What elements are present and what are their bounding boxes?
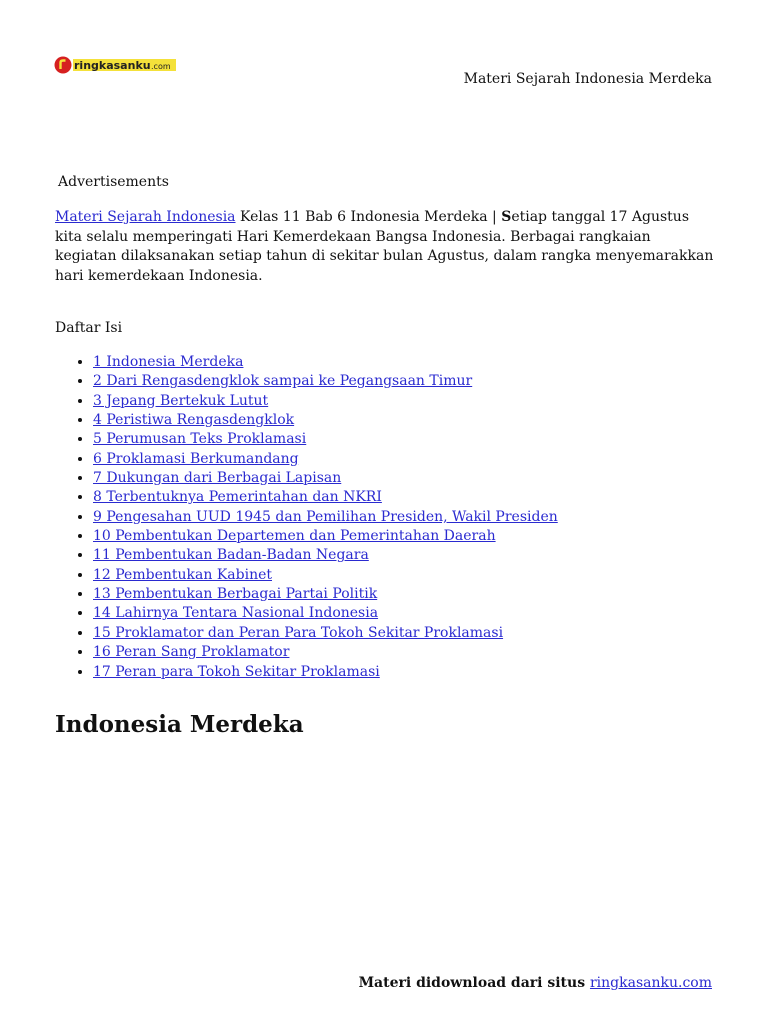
toc-item [93,488,558,507]
toc-title: Daftar Isi [55,320,123,336]
toc-item [93,643,558,662]
toc-item [93,430,558,449]
toc-link[interactable]: 5 Perumusan Teks Proklamasi [93,431,307,448]
toc-item [93,604,558,623]
toc-item [93,624,558,643]
toc-link[interactable]: 7 Dukungan dari Berbagai Lapisan [93,470,342,487]
toc-link[interactable]: 15 Proklamator dan Peran Para Tokoh Sekitar Proklamasi [93,624,504,641]
toc-link[interactable]: 13 Pembentukan Berbagai Partai Politik [93,586,378,603]
ringkasanku-logo-icon [54,55,178,75]
toc-item [93,372,558,391]
advertisements-label: Advertisements [58,174,169,190]
toc-item [93,353,558,372]
footer-link[interactable]: ringkasanku.com [589,975,712,991]
toc-link[interactable]: 10 Pembentukan Departemen dan Pemerintahan Daerah [93,528,496,545]
svg-text:.com: .com [151,62,171,71]
toc-item [93,450,558,469]
toc-link[interactable]: 2 Dari Rengasdengklok sampai ke Pegangsaan Timur [93,373,473,390]
toc-link[interactable]: 8 Terbentuknya Pemerintahan dan NKRI [93,489,382,506]
toc-link[interactable]: 3 Jepang Bertekuk Lutut [93,392,269,409]
svg-text:ringkasanku: ringkasanku [74,59,151,72]
intro-bold-letter: S [501,209,512,225]
toc-link[interactable]: 16 Peran Sang Proklamator [93,644,290,661]
toc-link[interactable]: 11 Pembentukan Badan-Badan Negara [93,547,369,564]
toc-link[interactable]: 6 Proklamasi Berkumandang [93,450,299,467]
intro-text: Kelas 11 Bab 6 Indonesia Merdeka | [235,209,502,225]
toc-item [93,411,558,430]
intro-text-rest: etiap tanggal 17 Agustus kita selalu memperingati Hari Kemerdekaan Bangsa Indonesia. Berbagai rangkaian kegiatan dilaksanakan setiap tahun di sekitar bulan Agustus, dalam rangka menyemarakkan hari kemerdekaan Indonesia. [55,209,714,284]
toc-link[interactable]: 4 Peristiwa Rengasdengklok [93,412,295,429]
toc-item [93,663,558,682]
toc-item [93,566,558,585]
toc-item [93,392,558,411]
intro-link[interactable]: Materi Sejarah Indonesia [55,209,236,225]
intro-paragraph [55,208,715,286]
footer-text: Materi didownload dari situs [358,975,590,991]
toc-item [93,585,558,604]
toc-link[interactable]: 9 Pengesahan UUD 1945 dan Pemilihan Presiden, Wakil Presiden [93,508,558,525]
table-of-contents [55,353,558,682]
toc-item [93,469,558,488]
footer [359,974,712,992]
toc-item [93,527,558,546]
toc-link[interactable]: 12 Pembentukan Kabinet [93,566,272,583]
site-logo[interactable] [54,55,178,75]
section-heading: Indonesia Merdeka [55,711,304,738]
toc-item [93,546,558,565]
toc-link[interactable]: 1 Indonesia Merdeka [93,354,244,370]
page-header-title: Materi Sejarah Indonesia Merdeka [463,71,712,87]
toc-item [93,508,558,527]
toc-link[interactable]: 14 Lahirnya Tentara Nasional Indonesia [93,605,379,622]
toc-link[interactable]: 17 Peran para Tokoh Sekitar Proklamasi [93,663,380,680]
